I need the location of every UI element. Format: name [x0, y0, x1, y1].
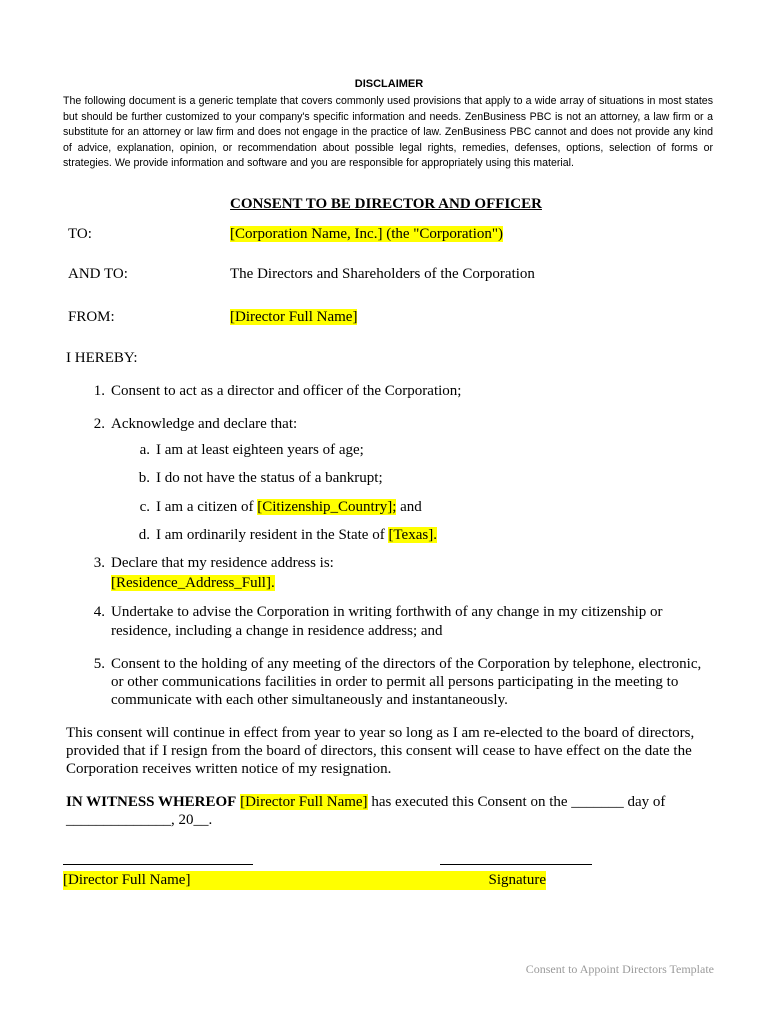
disclaimer-body: The following document is a generic template that covers commonly used provisions that apply to a wide array of situations in most states but should be further customized to your company's specific information and needs. ZenBusiness PBC is not an attorney, a law firm or a substitute for an attorney or law firm and does not engage in the practice of law. ZenBusiness PBC cannot and does not provide any kind of advice, explanation, opinion, or recommendation about possible legal rights, remedies, defenses, options, selection of forms or strategies. We provide information and software and you are responsible for appropriately using this material.: [63, 95, 713, 169]
director-name-placeholder: [Director Full Name]: [230, 309, 358, 325]
hereby-heading: I HEREBY:: [66, 350, 138, 366]
corporation-name-placeholder: [Corporation Name, Inc.] (the "Corporation"): [230, 226, 503, 242]
document-title: CONSENT TO BE DIRECTOR AND OFFICER: [230, 196, 542, 212]
paragraph-line: This consent will continue in effect from year to year so long as I am re-elected to the board of directors,: [66, 725, 695, 741]
list-number: 4.: [93, 604, 105, 620]
list-text: Acknowledge and declare that:: [111, 416, 298, 432]
sub-letter: a.: [139, 442, 150, 458]
to-value: [230, 226, 503, 243]
and-to-value: The Directors and Shareholders of the Corporation: [230, 266, 535, 282]
from-value: [230, 309, 357, 326]
sub-letter: b.: [138, 470, 150, 486]
signature-row: [63, 871, 546, 890]
disclaimer-title: DISCLAIMER: [354, 78, 424, 90]
signer-name-placeholder: [Director Full Name]: [63, 872, 191, 888]
list-text-line: Consent to the holding of any meeting of the directors of the Corporation by telephone, electronic,: [111, 656, 702, 672]
name-signature-line: [63, 864, 253, 865]
paragraph-line: Corporation receives written notice of my resignation.: [66, 761, 392, 777]
sub-text-post: and: [396, 499, 422, 515]
list-text-line: or other communications facilities in order to permit all persons participating in the meeting to: [111, 674, 679, 690]
state-placeholder: [Texas].: [388, 527, 437, 543]
list-text-line: residence, including a change in residence address; and: [111, 623, 443, 639]
sub-letter: d.: [138, 527, 150, 543]
witness-line-2: ______________, 20__.: [66, 812, 213, 828]
from-label: FROM:: [68, 309, 115, 325]
list-number: 3.: [93, 555, 105, 571]
sub-text: I am at least eighteen years of age;: [156, 442, 364, 458]
list-text: Declare that my residence address is:: [111, 555, 334, 571]
list-text: Consent to act as a director and officer of the Corporation;: [111, 383, 462, 399]
sub-text-pre: I am a citizen of: [156, 499, 258, 515]
paragraph-line: provided that if I resign from the board of directors, this consent will cease to have effect on the date the: [66, 743, 692, 759]
consent-paragraph: [66, 724, 716, 778]
signature-line: [440, 864, 592, 865]
sub-text: [156, 527, 437, 544]
sub-text: [156, 499, 422, 516]
citizenship-placeholder: [Citizenship_Country];: [257, 499, 397, 515]
witness-line-1: [66, 793, 716, 811]
list-number: 2.: [93, 416, 105, 432]
witness-bold: IN WITNESS WHEREOF: [66, 794, 237, 810]
and-to-label: AND TO:: [68, 266, 128, 282]
list-text-line: communicate with each other simultaneously and instantaneously.: [111, 692, 508, 708]
witness-rest: has executed this Consent on the _______ day of: [367, 794, 666, 810]
list-number: 5.: [93, 656, 105, 672]
residence-address-line: [111, 575, 275, 592]
sub-text: I do not have the status of a bankrupt;: [156, 470, 383, 486]
list-text-line: Undertake to advise the Corporation in writing forthwith of any change in my citizenship or: [111, 604, 663, 620]
sub-text-pre: I am ordinarily resident in the State of: [156, 527, 389, 543]
residence-address-placeholder: [Residence_Address_Full].: [111, 575, 275, 591]
signature-label: Signature: [488, 872, 546, 888]
sub-letter: c.: [139, 499, 150, 515]
witness-director-placeholder: [Director Full Name]: [240, 794, 368, 810]
witness-clause: [66, 793, 716, 829]
page-footer: Consent to Appoint Directors Template: [525, 962, 714, 976]
list-number: 1.: [93, 383, 105, 399]
to-label: TO:: [68, 226, 92, 242]
